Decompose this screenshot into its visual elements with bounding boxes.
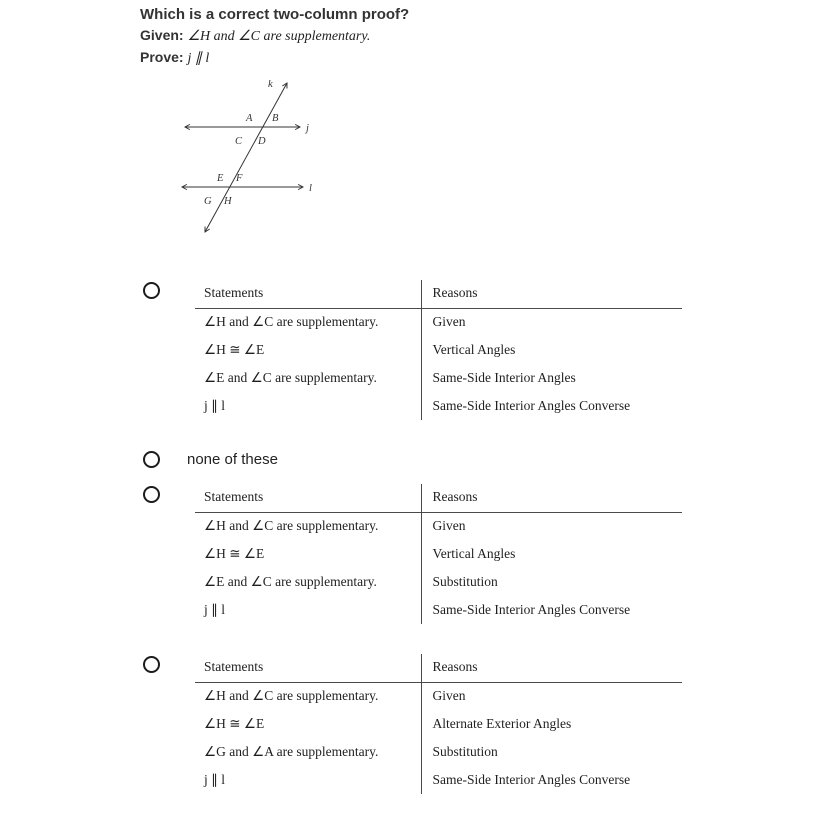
angle-label-F: F: [236, 173, 243, 184]
table-header-row: [195, 654, 682, 682]
option-2-label: none of these: [187, 451, 278, 468]
reason-cell: Alternate Exterior Angles: [432, 715, 572, 731]
label-line-j: j: [306, 123, 309, 134]
table-row: [195, 682, 682, 710]
answer-option-2[interactable]: [143, 449, 278, 468]
radio-button-option-2[interactable]: [143, 451, 160, 468]
prove-line: [140, 47, 409, 69]
answer-option-4[interactable]: [143, 654, 682, 794]
angle-label-G: G: [204, 196, 212, 207]
statement-cell: ∠H ≅ ∠E: [195, 336, 421, 364]
label-line-k: k: [268, 79, 273, 90]
table-row: [195, 710, 682, 738]
reason-cell: Same-Side Interior Angles: [432, 369, 576, 385]
reasons-header: Reasons: [421, 280, 682, 308]
answer-option-3[interactable]: [143, 484, 682, 624]
angle-label-E: E: [217, 173, 224, 184]
statement-cell: ∠E and ∠C are supplementary.: [195, 364, 421, 392]
statement-cell: j ∥ l: [195, 766, 421, 794]
statements-header: Statements: [195, 280, 421, 308]
angle-label-C: C: [235, 136, 243, 147]
radio-button-option-1[interactable]: [143, 282, 160, 299]
reason-cell: Given: [432, 313, 466, 329]
proof-table-option-1: [195, 280, 682, 420]
given-label: Given:: [140, 27, 184, 43]
reason-cell: Same-Side Interior Angles Converse: [432, 601, 631, 617]
statement-cell: ∠E and ∠C are supplementary.: [195, 568, 421, 596]
reason-cell: Given: [432, 687, 466, 703]
table-row: [195, 766, 682, 794]
angle-label-H: H: [224, 196, 232, 207]
proof-table-option-3: [195, 484, 682, 624]
table-header-row: [195, 484, 682, 512]
table-row: [195, 568, 682, 596]
table-row: [195, 512, 682, 540]
statement-cell: ∠H and ∠C are supplementary.: [195, 682, 421, 710]
given-text: ∠H and ∠C are supplementary.: [187, 29, 371, 44]
given-line: [140, 25, 409, 47]
statement-cell: ∠H ≅ ∠E: [195, 710, 421, 738]
reason-cell: Substitution: [432, 743, 498, 759]
table-header-row: [195, 280, 682, 308]
proof-table-option-4: [195, 654, 682, 794]
question-block: [140, 4, 409, 69]
reasons-header: Reasons: [421, 484, 682, 512]
prove-text: j ∥ l: [187, 51, 210, 66]
statement-cell: ∠H ≅ ∠E: [195, 540, 421, 568]
statement-cell: ∠H and ∠C are supplementary.: [195, 512, 421, 540]
statements-header: Statements: [195, 484, 421, 512]
table-row: [195, 596, 682, 624]
angle-label-D: D: [258, 136, 266, 147]
reason-cell: Given: [432, 517, 466, 533]
table-row: [195, 392, 682, 420]
statement-cell: j ∥ l: [195, 596, 421, 624]
reason-cell: Vertical Angles: [432, 545, 516, 561]
reason-cell: Substitution: [432, 573, 498, 589]
table-row: [195, 738, 682, 766]
table-row: [195, 364, 682, 392]
statement-cell: ∠H and ∠C are supplementary.: [195, 308, 421, 336]
geometry-diagram: [178, 74, 328, 246]
statement-cell: ∠G and ∠A are supplementary.: [195, 738, 421, 766]
radio-button-option-3[interactable]: [143, 486, 160, 503]
table-row: [195, 540, 682, 568]
angle-label-B: B: [272, 113, 279, 124]
reasons-header: Reasons: [421, 654, 682, 682]
reason-cell: Vertical Angles: [432, 341, 516, 357]
question-title: Which is a correct two-column proof?: [140, 6, 410, 23]
answer-option-1[interactable]: [143, 280, 682, 420]
statements-header: Statements: [195, 654, 421, 682]
reason-cell: Same-Side Interior Angles Converse: [432, 397, 631, 413]
statement-cell: j ∥ l: [195, 392, 421, 420]
table-row: [195, 308, 682, 336]
radio-button-option-4[interactable]: [143, 656, 160, 673]
table-row: [195, 336, 682, 364]
angle-label-A: A: [246, 113, 253, 124]
label-line-l: l: [309, 183, 312, 194]
reason-cell: Same-Side Interior Angles Converse: [432, 771, 631, 787]
prove-label: Prove:: [140, 49, 184, 65]
line-k-transversal: [205, 83, 287, 232]
